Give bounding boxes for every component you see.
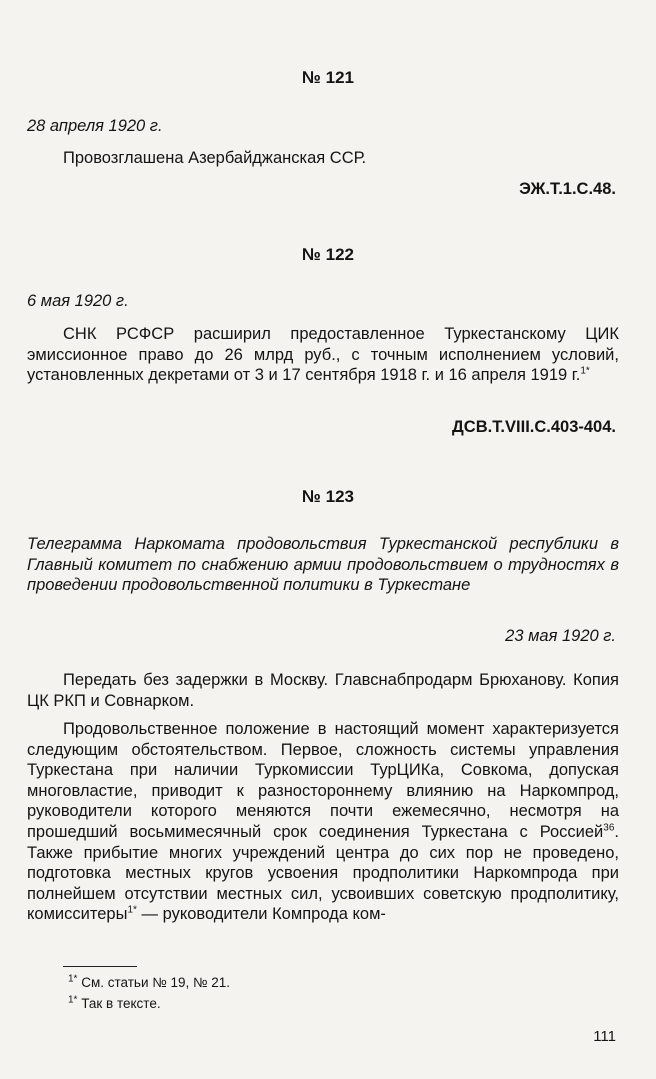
footnote: $^{1*}$ См. статьи № 19, № 21. <box>68 973 231 990</box>
doc-text: Провозглашена Азербайджанская ССР. <box>63 149 367 167</box>
footnote: $^{1*}$ Так в тексте. <box>68 994 161 1011</box>
footnote-ref: 1* <box>580 365 590 377</box>
doc-text: СНК РСФСР расширил предоставленное Туркестанскому ЦИК эмиссионное право до 26 млрд руб., с точным исполнением условий, установленных декретами от 3 и 17 сентября 1918 г. и 16 апреля 1919 г.$^{1*}$ <box>27 325 619 385</box>
page-number: 111 <box>593 1028 616 1045</box>
doc-number: № 123 <box>301 487 355 506</box>
footnote-separator <box>63 966 137 967</box>
doc-date: 28 апреля 1920 г. <box>27 117 163 135</box>
doc-paragraph: Передать без задержки в Москву. Главснабпродарм Брюханову. Копия ЦК РКП и Совнарком. <box>27 671 619 710</box>
doc-title: Телеграмма Наркомата продовольствия Туркестанской республики в Главный комитет по снабжению армии продовольствием о трудностях в проведении продовольственной политики в Туркестане <box>27 535 619 595</box>
footnote-ref: 36 <box>603 822 615 834</box>
doc-paragraph: Продовольственное положение в настоящий момент характеризуется следующим обстоятельством. Первое, сложность системы управления Туркестана при наличии Туркомиссии ТурЦИКа, Совкома, допуская многовластие, приводит к разностороннему влиянию на Наркомпрод, руководители которого меняются почти ежемесячно, несмотря на прошедший восьмимесячный срок соединения Туркестана с Россией$^{36}$. Также прибытие многих учреждений центра до сих пор не проведено, подготовка местных кругов усвоения продполитики Наркомпрода при полнейшем отсутствии местных сил, усвоивших советскую продполитику, комисситеры$^{1*}$ — руководители Компрода ком- <box>27 720 619 924</box>
doc-number: № 121 <box>301 68 355 87</box>
doc-date: 6 мая 1920 г. <box>27 292 129 310</box>
footnote-ref: 1* <box>127 904 137 916</box>
doc-date: 23 мая 1920 г. <box>505 627 616 645</box>
doc-source: ДСВ.Т.VIII.С.403-404. <box>452 418 616 436</box>
doc-source: ЭЖ.Т.1.С.48. <box>519 180 616 198</box>
doc-number: № 122 <box>301 245 355 264</box>
